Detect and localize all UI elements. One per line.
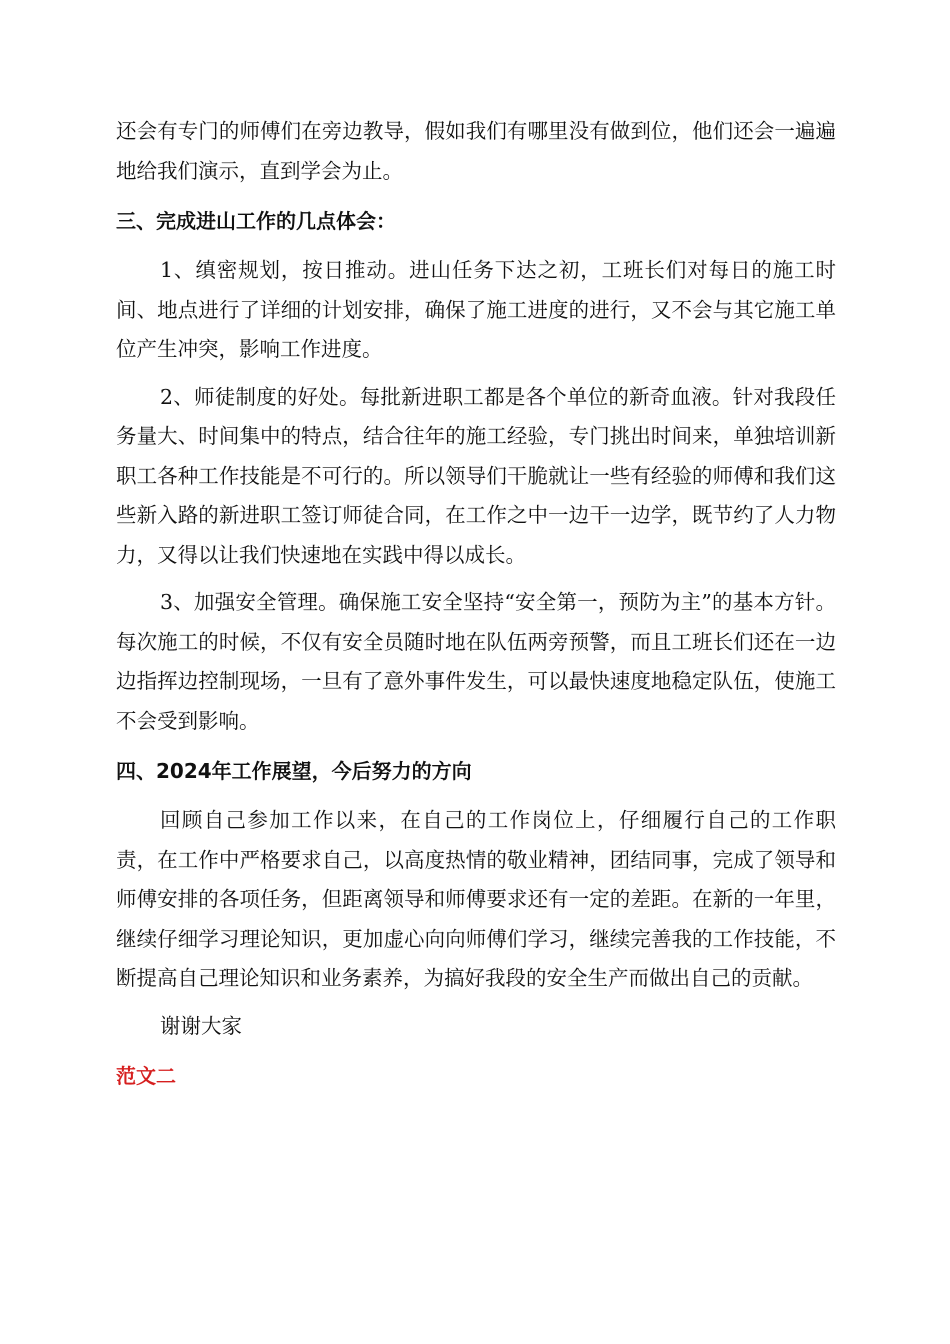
section-4-paragraph: 回顾自己参加工作以来，在自己的工作岗位上，仔细履行自己的工作职责，在工作中严格要求自己，以高度热情的敬业精神，团结同事，完成了领导和师傅安排的各项任务，但距离领导和师傅要求还有一定的差距。在新的一年里，继续仔细学习理论知识，更加虚心向向师傅们学习，继续完善我的工作技能，不断提高自己理论知识和业务素养，为搞好我段的安全生产而做出自己的贡献。 <box>116 808 836 990</box>
section-4-heading: 四、2024年工作展望，今后努力的方向 <box>116 759 472 783</box>
section-3-item-2: 2、师徒制度的好处。每批新进职工都是各个单位的新奇血液。针对我段任务量大、时间集中的特点，结合往年的施工经验，专门挑出时间来，单独培训新职工各种工作技能是不可行的。所以领导们干脆就让一些有经验的师傅和我们这些新入路的新进职工签订师徒合同，在工作之中一边干一边学，既节约了人力物力，又得以让我们快速地在实践中得以成长。 <box>116 384 836 567</box>
section-3-item-1: 1、缜密规划，按日推动。进山任务下达之初，工班长们对每日的施工时间、地点进行了详细的计划安排，确保了施工进度的进行，又不会与其它施工单位产生冲突，影响工作进度。 <box>116 258 836 361</box>
section-3-item-3: 3、加强安全管理。确保施工安全坚持“安全第一，预防为主”的基本方针。每次施工的时候，不仅有安全员随时地在队伍两旁预警，而且工班长们还在一边边指挥边控制现场，一旦有了意外事件发生，可以最快速度地稳定队伍，使施工不会受到影响。 <box>116 590 836 733</box>
section-3-heading: 三、完成进山工作的几点体会： <box>116 209 396 233</box>
closing-line: 谢谢大家 <box>160 1013 242 1038</box>
next-sample-title: 范文二 <box>116 1064 176 1088</box>
document-page <box>116 112 836 1106</box>
continuation-paragraph: 还会有专门的师傅们在旁边教导，假如我们有哪里没有做到位，他们还会一遍遍地给我们演示，直到学会为止。 <box>116 119 836 183</box>
